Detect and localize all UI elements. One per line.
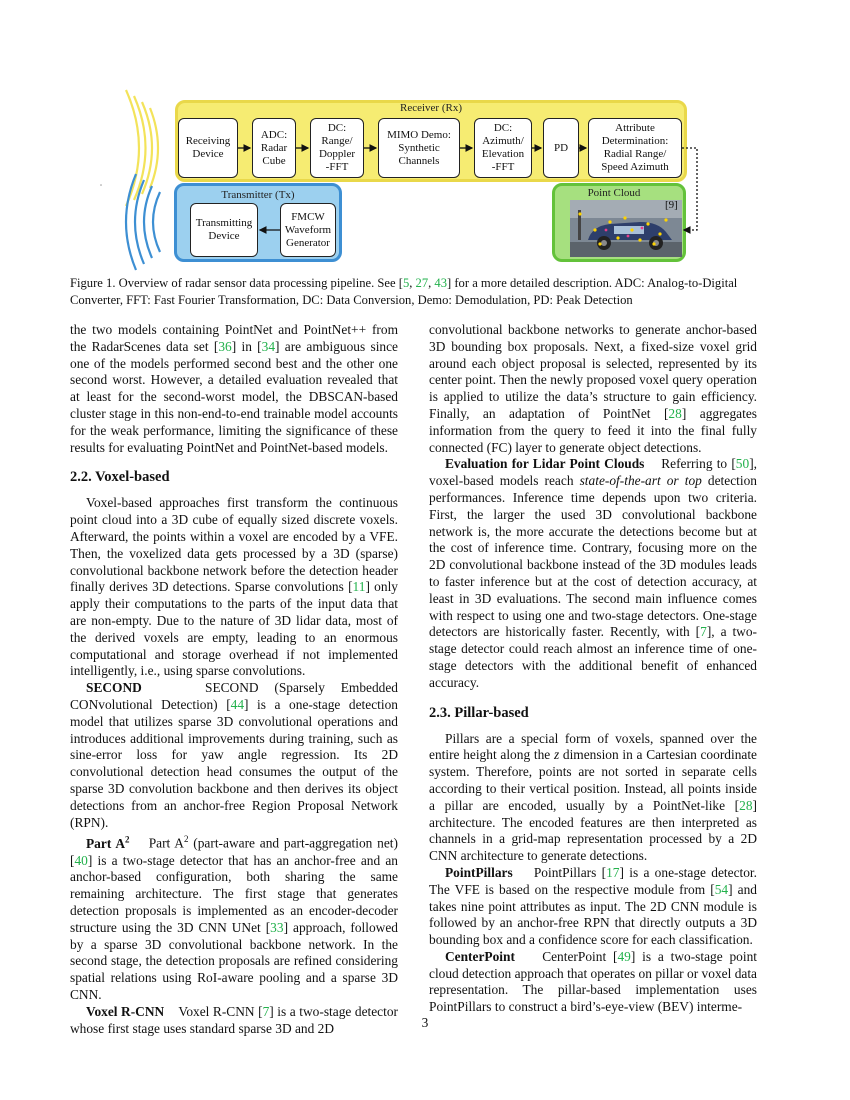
node-range-doppler-fft: DC: Range/ Doppler -FFT bbox=[310, 118, 364, 178]
paragraph: convolutional backbone networks to generate anchor-based 3D bounding box proposals. Next, a fixed-size voxel grid around each object proposal is selected, represented by its center point. Then the newly proposed voxel query operation is applied to utilize the data’s structure to gain efficiency. Finally, an adaptation of PointNet [28] aggregates information from the query to feed it into the final fully connected (FC) layer to generate object detections. bbox=[429, 322, 757, 455]
pipeline-arrows bbox=[0, 0, 850, 300]
paragraph: SECOND SECOND (Sparsely Embedded CONvolutional Detection) [44] is a one-stage detection model that utilizes sparse 3D convolutional operations and introduces additional improvements during training, such as sine-error loss for yaw angle regression. Its 2D convolutional detection head consumes the output of the sparse 3D convolution backbone and then derives its object detections from an anchor-free Region Proposal Network (RPN). bbox=[70, 680, 398, 830]
caption-ref-link[interactable]: 43 bbox=[434, 276, 448, 290]
figure-caption: Figure 1. Overview of radar sensor data processing pipeline. See [5, 27, 43] for a more detailed description. ADC: Analog-to-Digital Converter, FFT: Fast Fourier Transformation, DC: Data Conversion, Demo: Demodulation, PD: Peak Detection bbox=[70, 276, 738, 307]
point-cloud-ref: [9] bbox=[665, 199, 678, 211]
citation-link[interactable]: 28 bbox=[739, 797, 753, 813]
node-mimo-demo: MIMO Demo: Synthetic Channels bbox=[378, 118, 460, 178]
node-peak-detection: PD bbox=[543, 118, 579, 178]
paragraph-label: CenterPoint bbox=[445, 948, 515, 964]
node-azimuth-elevation-fft: DC: Azimuth/ Elevation -FFT bbox=[474, 118, 532, 178]
caption-ref-link[interactable]: 27 bbox=[415, 276, 429, 290]
paragraph: Evaluation for Lidar Point Clouds Referring to [50], voxel-based models reach state-of-the-art or top detection performances. Inference time depends upon two criteria. First, the larger the used 3D convolutional backbone network is, the more accurate the detections become but at the cost of inference time. Contrary, focusing more on the 2D convolutional backbone instead of the 3D modules leads to faster inference but at the cost of detection accuracy, at least in 3D evaluations. The second main influence comes with respect to using one and two-stage detectors. One-stage detectors are historically faster. Recently, with [7], a two-stage detector could reach almost an inference time of one-stage detectors with the additional benefit of enhanced accuracy. bbox=[429, 456, 757, 690]
citation-link[interactable]: 17 bbox=[606, 864, 620, 880]
right-column bbox=[429, 322, 757, 1016]
page-number: 3 bbox=[421, 1015, 429, 1030]
paragraph: the two models containing PointNet and PointNet++ from the RadarScenes data set [36] in [34] are ambiguous since one of the models performed second best and the other one second worst. However, a detailed evaluation revealed that at least for the second-worst model, the DBSCAN-based cluster stage in this non-end-to-end trainable model accounts for the weak performance, limiting the significance of these results for evaluating PointNet and PointNet-based models. bbox=[70, 322, 398, 455]
section-heading-pillar: 2.3. Pillar-based bbox=[429, 704, 529, 721]
citation-link[interactable]: 28 bbox=[668, 405, 682, 421]
citation-link[interactable]: 49 bbox=[617, 948, 631, 964]
paragraph: Voxel-based approaches first transform the continuous point cloud into a 3D cube of equally sized discrete voxels. Afterward, the points within a voxel are encoded by a VFE. Then, the voxelized data gets processed by a 3D (sparse) convolutional backbone network before the detection header finally derives 3D detections. Sparse convolutions [11] only apply their computations to the parts of the input data that are non-empty. Due to the nature of 3D lidar data, most of the derived voxels are empty, leading to an enormous computational and storage overhead if not implemented intelligently, i.e., using sparse convolutions. bbox=[70, 495, 398, 679]
citation-link[interactable]: 33 bbox=[270, 919, 284, 935]
paragraph: CenterPoint CenterPoint [49] is a two-stage point cloud detection approach that operates on pillar or voxel data representation. The pillar-based implementation uses PointPillars to construct a bird’s-eye-view (BEV) interme- bbox=[429, 948, 758, 1015]
caption-ref-link[interactable]: 5 bbox=[402, 276, 410, 290]
node-receiving-device: Receiving Device bbox=[178, 118, 238, 178]
node-transmitting-device: Transmitting Device bbox=[190, 203, 258, 257]
citation-link[interactable]: 11 bbox=[352, 579, 366, 595]
paragraph: Pillars are a special form of voxels, spanned over the entire height along the z dimension in a Cartesian coordinate system. Therefore, points are not sorted in separate cells according to their vertical position. Instead, all points inside a pillar are encoded, usually by a PointNet-like [28] architecture. The encoded features are then interpreted as channels in a grid-map representation processed by a 2D CNN architecture to generate detections. bbox=[429, 730, 757, 864]
citation-link[interactable]: 50 bbox=[735, 456, 750, 472]
point-cloud-title: Point Cloud bbox=[587, 187, 641, 199]
left-column bbox=[70, 322, 398, 1037]
paragraph: Part $A^2$ Part $A^2$ (part-aware and part-aggregation net) [40] is a two-stage detector that has an anchor-free and an anchor-based configuration, both sharing the same remaining architecture. The first stage that generates detection proposals is implemented as an encoder-decoder structure using the 3D CNN UNet [33] approach, followed by a sparse 3D convolutional backbone network. In the second stage, the detection proposals are refined considering spatial relations using RoI-aware pooling and a sparse 3D CNN. bbox=[70, 834, 398, 1002]
section-heading-voxel: 2.2. Voxel-based bbox=[70, 469, 170, 486]
citation-link[interactable]: 7 bbox=[262, 1003, 270, 1019]
node-attribute-determination: Attribute Determination: Radial Range/ Speed Azimuth bbox=[588, 118, 682, 178]
paragraph-label: Voxel R-CNN bbox=[86, 1003, 165, 1019]
paragraph-label: SECOND bbox=[86, 680, 142, 696]
paragraph-label: Part $A^2$ bbox=[86, 834, 130, 851]
paragraph-label: PointPillars bbox=[445, 864, 513, 880]
paragraph-label: Evaluation for Lidar Point Clouds bbox=[445, 456, 645, 472]
receiver-title: Receiver (Rx) bbox=[400, 102, 462, 114]
transmitter-title: Transmitter (Tx) bbox=[221, 189, 295, 201]
citation-link[interactable]: 34 bbox=[261, 338, 276, 354]
citation-link[interactable]: 7 bbox=[700, 624, 707, 640]
node-adc-radar-cube: ADC: Radar Cube bbox=[252, 118, 296, 178]
paragraph: Voxel R-CNN Voxel R-CNN [7] is a two-stage detector whose first stage uses standard sparse 3D and 2D bbox=[70, 1003, 398, 1036]
paragraph: PointPillars PointPillars [17] is a one-stage detector. The VFE is based on the respective module from [54] and takes nine point attributes as input. The 2D CNN module is followed by an anchor-free RPN that directly outputs a 3D bounding box and a confidence score for each classification. bbox=[429, 864, 757, 948]
citation-link[interactable]: 36 bbox=[218, 338, 232, 354]
citation-link[interactable]: 40 bbox=[74, 852, 88, 868]
citation-link[interactable]: 54 bbox=[714, 881, 729, 897]
node-fmcw-generator: FMCW Waveform Generator bbox=[280, 203, 336, 257]
citation-link[interactable]: 44 bbox=[230, 696, 245, 712]
